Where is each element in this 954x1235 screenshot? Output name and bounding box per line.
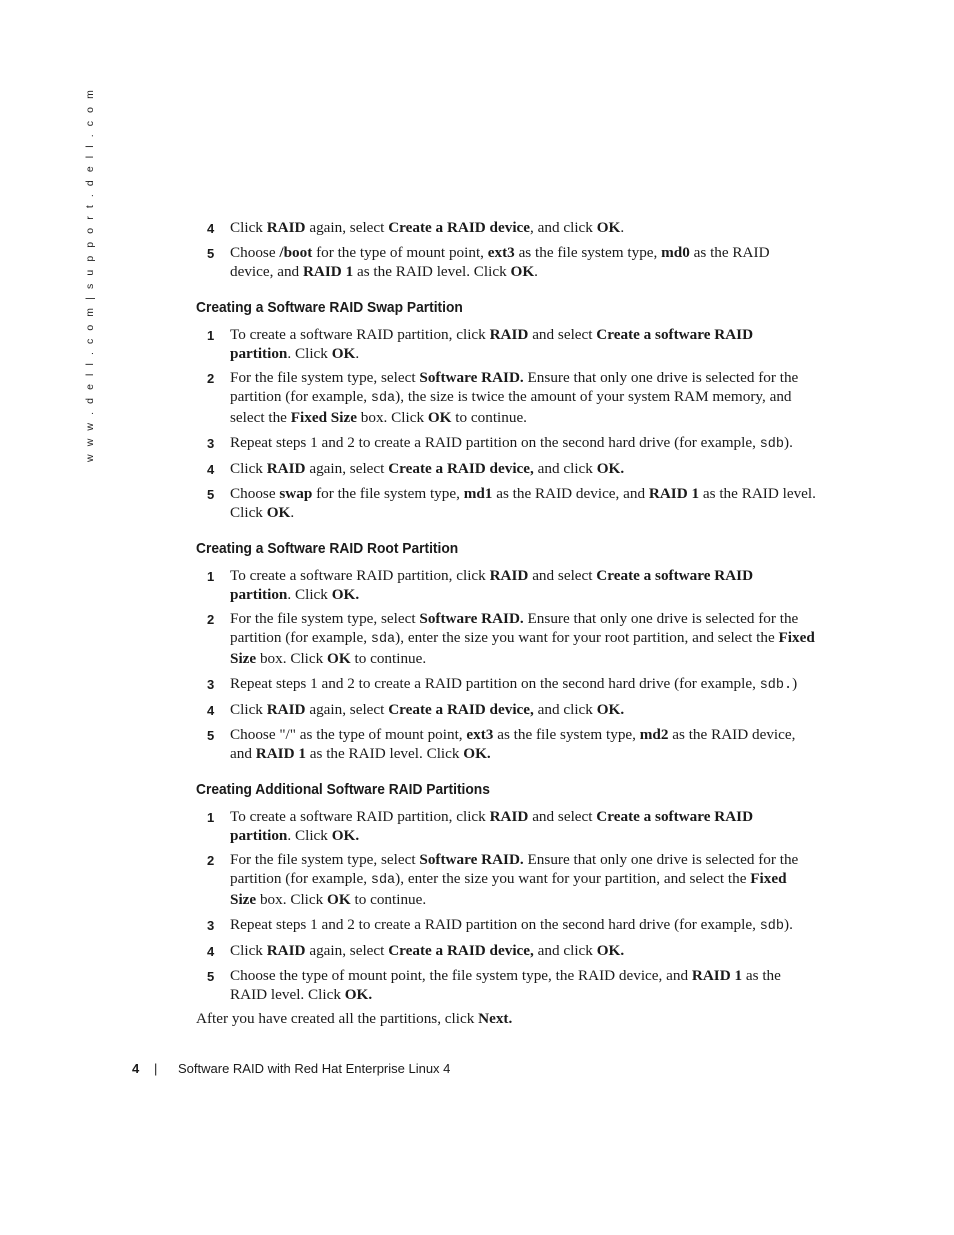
footer-separator: |	[154, 1061, 158, 1076]
step-text: Click RAID again, select Create a RAID device, and click OK.	[230, 942, 625, 959]
step-text: Click RAID again, select Create a RAID device, and click OK.	[230, 219, 625, 236]
bold-term: Fixed Size	[230, 870, 787, 908]
step	[196, 566, 816, 604]
step	[196, 915, 816, 936]
bold-term: Fixed Size	[290, 409, 357, 426]
steps-continued	[196, 218, 816, 281]
bold-term: RAID	[489, 566, 529, 584]
step-number: 2	[207, 612, 215, 627]
bold-term: Next.	[478, 1010, 513, 1027]
step	[196, 218, 816, 237]
step-number: 5	[207, 245, 215, 261]
code-term: sda	[370, 632, 396, 647]
step-number: 2	[207, 853, 215, 868]
section-heading-swap: Creating a Software RAID Swap Partition	[196, 298, 463, 316]
step-text: Repeat steps 1 and 2 to create a RAID partition on the second hard drive (for example, sdb.)	[230, 674, 798, 693]
bold-term: OK	[427, 409, 452, 426]
step-text: Choose the type of mount point, the file system type, the RAID device, and RAID 1 as the RAID level. Click OK.	[230, 966, 781, 1003]
footer-title: Software RAID with Red Hat Enterprise Linux 4	[178, 1061, 451, 1076]
step-text: For the file system type, select Software RAID. Ensure that only one drive is selected for the partition (for example, sda), enter the size you want for your partition, and select the Fixed Size box. Click OK to continue.	[230, 851, 799, 908]
step-text: Repeat steps 1 and 2 to create a RAID partition on the second hard drive (for example, sdb).	[230, 915, 793, 934]
step-text: Click RAID again, select Create a RAID device, and click OK.	[230, 701, 625, 718]
bold-term: Create a RAID device,	[388, 701, 534, 718]
step-number: 4	[207, 703, 215, 718]
step-text: To create a software RAID partition, click RAID and select Create a software RAID partition. Click OK.	[230, 325, 754, 362]
step-text: Choose swap for the file system type, md1 as the RAID device, and RAID 1 as the RAID level. Click OK.	[230, 484, 816, 521]
bold-term: ext3	[487, 243, 515, 261]
bold-term: md1	[463, 484, 493, 502]
bold-term: RAID 1	[691, 966, 743, 984]
step-number: 5	[207, 486, 215, 502]
bold-term: md0	[661, 243, 690, 261]
bold-term: RAID 1	[255, 744, 306, 762]
bold-term: OK.	[596, 701, 625, 718]
bold-term: OK.	[331, 826, 360, 844]
code-term: sdb	[759, 436, 785, 452]
bold-term: OK.	[463, 744, 491, 762]
bold-term: OK	[327, 650, 351, 667]
step-text: To create a software RAID partition, click RAID and select Create a software RAID partition. Click OK.	[230, 566, 754, 603]
bold-term: md2	[639, 725, 669, 743]
step-number: 4	[207, 221, 215, 236]
step-text: Repeat steps 1 and 2 to create a RAID partition on the second hard drive (for example, sdb).	[230, 433, 793, 452]
step	[196, 850, 816, 909]
bold-term: OK.	[331, 585, 360, 603]
bold-term: RAID	[489, 325, 529, 343]
code-term: sdb	[759, 918, 785, 934]
bold-term: OK	[266, 503, 291, 521]
step	[196, 725, 816, 763]
step	[196, 459, 816, 478]
step	[196, 325, 816, 363]
step-text: Choose /boot for the type of mount point, ext3 as the file system type, md0 as the RAID device, and RAID 1 as the RAID level. Click OK.	[230, 243, 770, 280]
step-text: Click RAID again, select Create a RAID device, and click OK.	[230, 460, 625, 477]
bold-term: OK.	[344, 985, 373, 1003]
bold-term: ext3	[466, 725, 494, 743]
step	[196, 941, 816, 960]
bold-term: Software RAID.	[419, 610, 524, 627]
step-number: 5	[207, 968, 215, 984]
step	[196, 243, 816, 281]
step-number: 1	[207, 327, 215, 343]
bold-term: OK.	[596, 942, 625, 959]
step-text: For the file system type, select Software RAID. Ensure that only one drive is selected for the partition (for example, sda), the size is twice the amount of your system RAM memory, and select the Fixed Size box. Click OK to continue.	[230, 369, 799, 426]
bold-term: OK	[596, 219, 621, 236]
bold-term: RAID	[266, 460, 306, 477]
step-number: 1	[207, 809, 215, 825]
bold-term: OK	[327, 891, 351, 908]
side-url: w w w . d e l l . c o m | s u p p o r t . d e l l . c o m	[84, 87, 96, 462]
bold-term: RAID	[489, 807, 529, 825]
bold-term: Create a RAID device,	[388, 942, 534, 959]
steps-swap	[196, 325, 816, 522]
step-number: 5	[207, 727, 215, 743]
bold-term: Fixed Size	[230, 629, 815, 667]
bold-term: Create a RAID device	[388, 219, 531, 236]
step	[196, 700, 816, 719]
bold-term: RAID	[266, 701, 306, 718]
bold-term: OK.	[596, 460, 625, 477]
step-number: 4	[207, 944, 215, 959]
step-text: For the file system type, select Software RAID. Ensure that only one drive is selected for the partition (for example, sda), enter the size you want for your root partition, and select the Fixed Size box. Click OK to continue.	[230, 610, 815, 667]
bold-term: Create a software RAID partition	[230, 325, 754, 362]
step-text: Choose "/" as the type of mount point, ext3 as the file system type, md2 as the RAID device, and RAID 1 as the RAID level. Click OK.	[230, 725, 796, 762]
bold-term: Create a software RAID partition	[230, 566, 754, 603]
steps-additional	[196, 807, 816, 1004]
step	[196, 966, 816, 1004]
steps-root	[196, 566, 816, 763]
step-number: 2	[207, 371, 215, 386]
code-term: sdb.	[759, 677, 793, 693]
bold-term: Software RAID.	[419, 851, 524, 868]
step-number: 3	[207, 435, 215, 451]
step-number: 3	[207, 676, 215, 692]
code-term: sda	[370, 391, 396, 406]
step-text: To create a software RAID partition, click RAID and select Create a software RAID partition. Click OK.	[230, 807, 754, 844]
step-number: 3	[207, 917, 215, 933]
bold-term: OK	[331, 344, 356, 362]
step	[196, 433, 816, 454]
bold-term: Create a RAID device,	[388, 460, 534, 477]
bold-term: RAID	[266, 942, 306, 959]
step-number: 1	[207, 568, 215, 584]
bold-term: Create a software RAID partition	[230, 807, 754, 844]
closing-paragraph: After you have created all the partitions, click Next.	[196, 1010, 513, 1027]
bold-term: swap	[279, 484, 313, 502]
step	[196, 674, 816, 695]
page-content	[196, 218, 816, 1028]
step	[196, 609, 816, 668]
bold-term: Software RAID.	[419, 369, 524, 386]
step	[196, 807, 816, 845]
step	[196, 484, 816, 522]
bold-term: RAID	[266, 219, 306, 236]
bold-term: RAID 1	[302, 262, 354, 280]
step	[196, 368, 816, 427]
bold-term: RAID 1	[648, 484, 700, 502]
page-footer	[132, 1061, 450, 1076]
page-number: 4	[132, 1061, 140, 1076]
code-term: sda	[370, 873, 396, 888]
bold-term: /boot	[279, 243, 313, 261]
section-heading-root: Creating a Software RAID Root Partition	[196, 539, 459, 557]
section-heading-additional: Creating Additional Software RAID Partitions	[196, 780, 490, 798]
step-number: 4	[207, 462, 215, 477]
bold-term: OK	[510, 262, 535, 280]
